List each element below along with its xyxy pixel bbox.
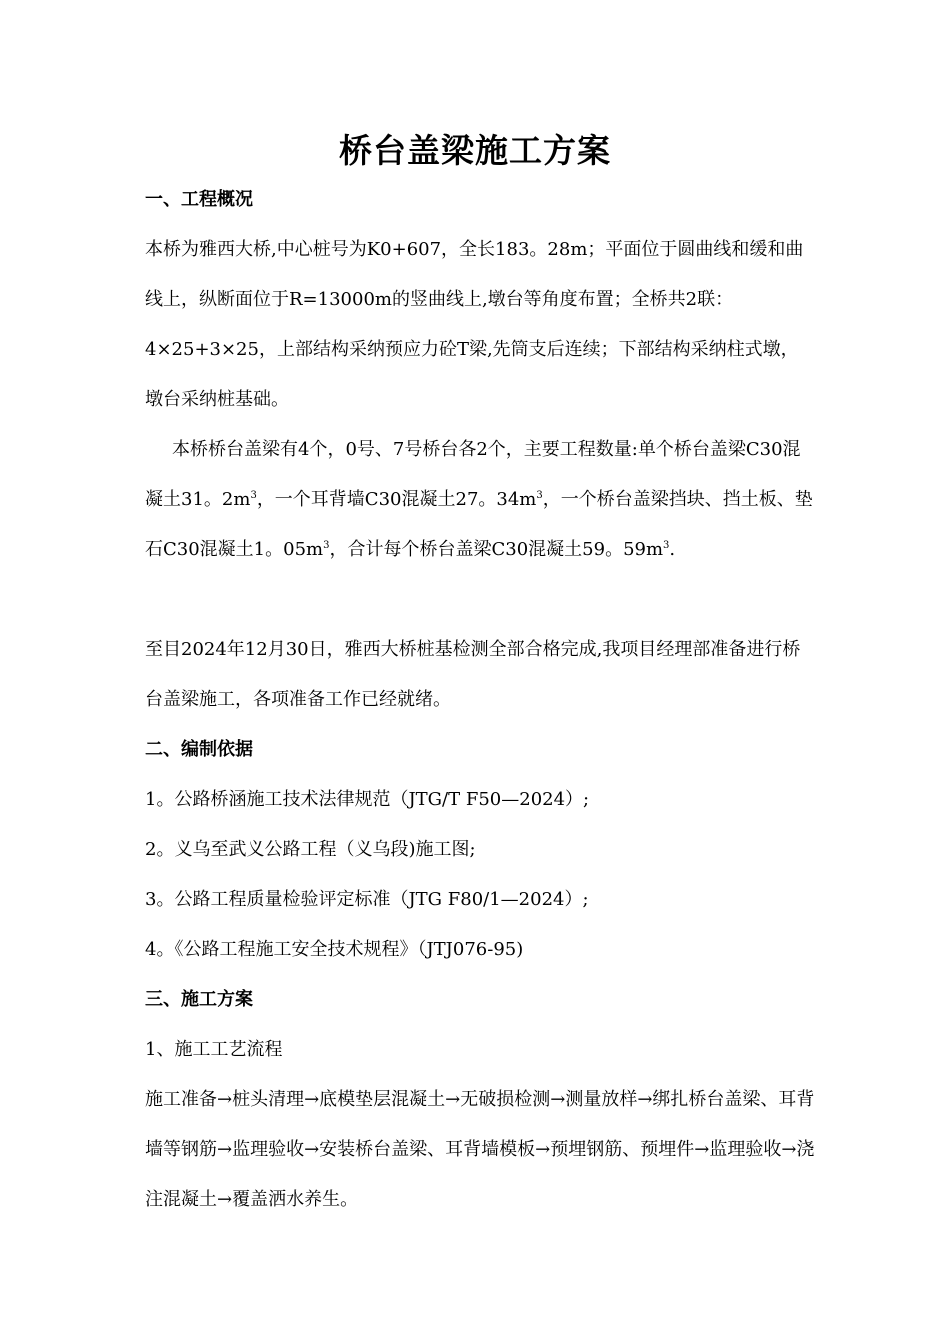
superscript-cubic: 3 [663, 540, 670, 551]
paragraph-quantities-text: ，一个桥台盖梁挡块、挡土板、垫石C30混凝土1。05m [145, 489, 813, 560]
paragraph-quantities-text: . [669, 539, 676, 560]
list-item-basis: 1。公路桥涵施工技术法律规范（JTG/T F50—2024）; [145, 789, 590, 810]
paragraph-process-flow: 施工准备→桩头清理→底模垫层混凝土→无破损检测→测量放样→绑扎桥台盖梁、耳背墙等钢筋→监理验收→安装桥台盖梁、耳背墙模板→预埋钢筋、预埋件→监理验收→浇注混凝土→覆盖洒水养生。 [145, 1089, 815, 1210]
superscript-cubic: 3 [323, 540, 330, 551]
section-heading-basis: 二、编制依据 [145, 739, 253, 760]
paragraph-quantities-text: ，一个耳背墙C30混凝土27。34m [256, 489, 537, 510]
list-item-basis: 4。《公路工程施工安全技术规程》（JTJ076-95) [145, 939, 524, 960]
section-heading-overview: 一、工程概况 [145, 189, 253, 210]
superscript-cubic: 3 [250, 490, 257, 501]
paragraph-quantities [145, 425, 815, 575]
paragraph-quantities-text: 本桥桥台盖梁有4个，0号、7号桥台各2个，主要工程数量:单个桥台盖梁C30混凝土31。2m [145, 439, 801, 510]
list-item-basis: 3。公路工程质量检验评定标准（JTG F80/1—2024）; [145, 889, 589, 910]
section-heading-plan: 三、施工方案 [145, 989, 253, 1010]
list-item-basis: 2。义乌至武义公路工程（义乌段)施工图; [145, 839, 476, 860]
document-title: 桥台盖梁施工方案 [339, 131, 611, 170]
paragraph-overview: 本桥为雅西大桥,中心桩号为K0+607，全长183。28m；平面位于圆曲线和缓和曲线上，纵断面位于R=13000m的竖曲线上,墩台等角度布置；全桥共2联：4×25+3×25，上部结构采纳预应力砼T梁,先筒支后连续；下部结构采纳柱式墩，墩台采纳桩基础。 [145, 239, 804, 410]
subheading-process-flow: 1、施工工艺流程 [145, 1039, 283, 1060]
paragraph-progress: 至目2024年12月30日，雅西大桥桩基检测全部合格完成,我项目经理部准备进行桥台盖梁施工，各项准备工作已经就绪。 [145, 639, 801, 710]
paragraph-quantities-text: ，合计每个桥台盖梁C30混凝土59。59m [329, 539, 664, 560]
superscript-cubic: 3 [536, 490, 543, 501]
